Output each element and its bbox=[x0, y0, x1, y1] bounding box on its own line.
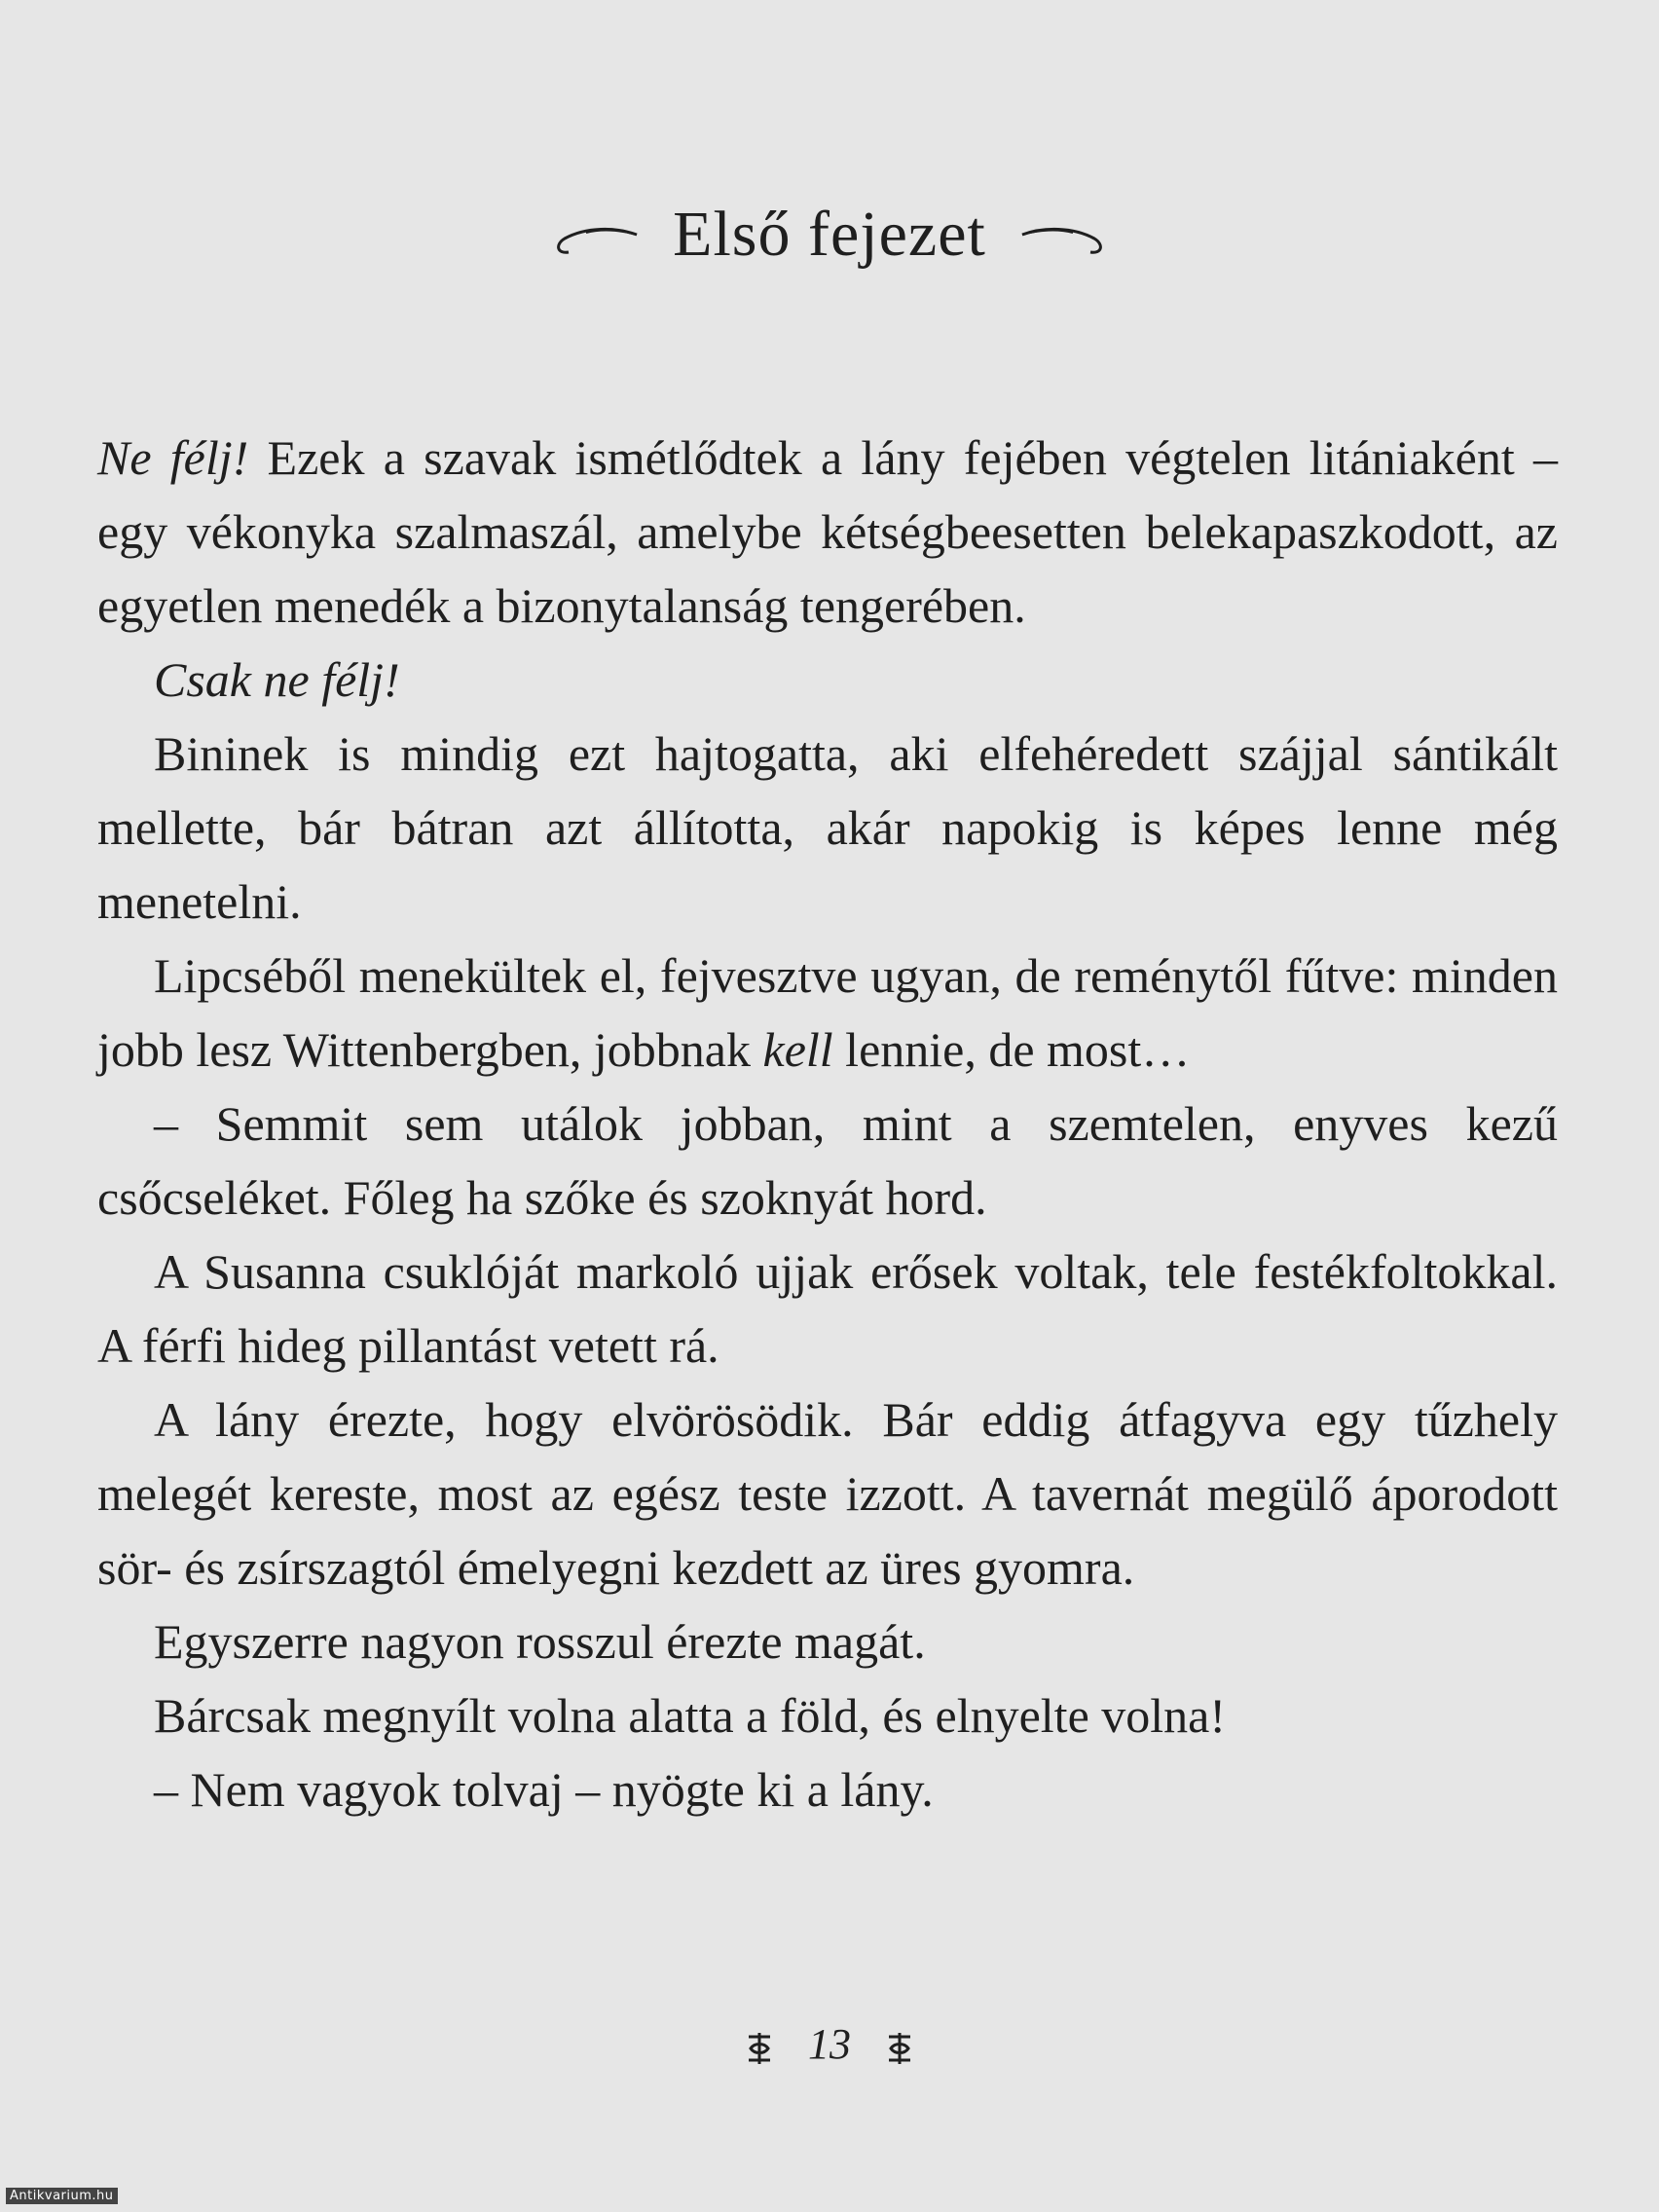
paragraph-3: Bininek is mindig ezt hajtogatta, aki elfehéredett szájjal sántikált mellette, bár bátran azt állította, akár napokig is képes lenne még menetelni. bbox=[97, 726, 1558, 929]
paragraph-9: Bárcsak megnyílt volna alatta a föld, és elnyelte volna! bbox=[154, 1688, 1227, 1743]
paragraph-6: A Susanna csuklóját markoló ujjak erősek voltak, tele festékfoltokkal. A férfi hideg pillantást vetett rá. bbox=[97, 1244, 1558, 1373]
chapter-heading bbox=[0, 191, 1659, 278]
page-number: 13 bbox=[808, 2020, 851, 2068]
paragraph-2 bbox=[97, 643, 1558, 717]
site-watermark: Antikvarium.hu bbox=[6, 2188, 118, 2204]
left-flourish-icon bbox=[547, 221, 645, 260]
paragraph-10: – Nem vagyok tolvaj – nyögte ki a lány. bbox=[154, 1762, 934, 1817]
right-flourish-icon bbox=[1014, 221, 1112, 260]
paragraph-text: lennie, de most… bbox=[832, 1022, 1191, 1077]
chapter-body bbox=[97, 421, 1558, 1826]
chapter-title: Első fejezet bbox=[673, 199, 986, 270]
paragraph-7: A lány érezte, hogy elvörösödik. Bár eddig átfagyva egy tűzhely melegét kereste, most az egész teste izzott. A tavernát megülő áporodott sör- és zsírszagtól émelyegni kezdett az üres gyomra. bbox=[97, 1392, 1558, 1595]
paragraph-text: Ezek a szavak ismétlődtek a lány fejében végtelen litániaként – egy vékonyka szalmaszál, amelybe kétségbeesetten belekapaszkodott, az egyetlen menedék a bizonytalanság tengerében. bbox=[97, 430, 1559, 633]
paragraph-8: Egyszerre nagyon rosszul érezte magát. bbox=[154, 1614, 926, 1669]
paragraph-text: Lipcséből menekültek el, fejvesztve ugyan, de reménytől fűtve: minden jobb lesz Wittenbergben, jobbnak bbox=[97, 948, 1558, 1077]
paragraph-1 bbox=[97, 421, 1558, 643]
paragraph-4 bbox=[97, 939, 1558, 1087]
italic-phrase: Ne félj! bbox=[97, 430, 249, 485]
folio-ornament-icon bbox=[885, 2031, 914, 2066]
italic-word: kell bbox=[762, 1022, 833, 1077]
italic-phrase: Csak ne félj! bbox=[154, 652, 400, 707]
page-folio bbox=[0, 2015, 1659, 2074]
paragraph-5: – Semmit sem utálok jobban, mint a szemtelen, enyves kezű csőcseléket. Főleg ha szőke és szoknyát hord. bbox=[97, 1096, 1558, 1225]
folio-ornament-icon bbox=[745, 2031, 774, 2066]
